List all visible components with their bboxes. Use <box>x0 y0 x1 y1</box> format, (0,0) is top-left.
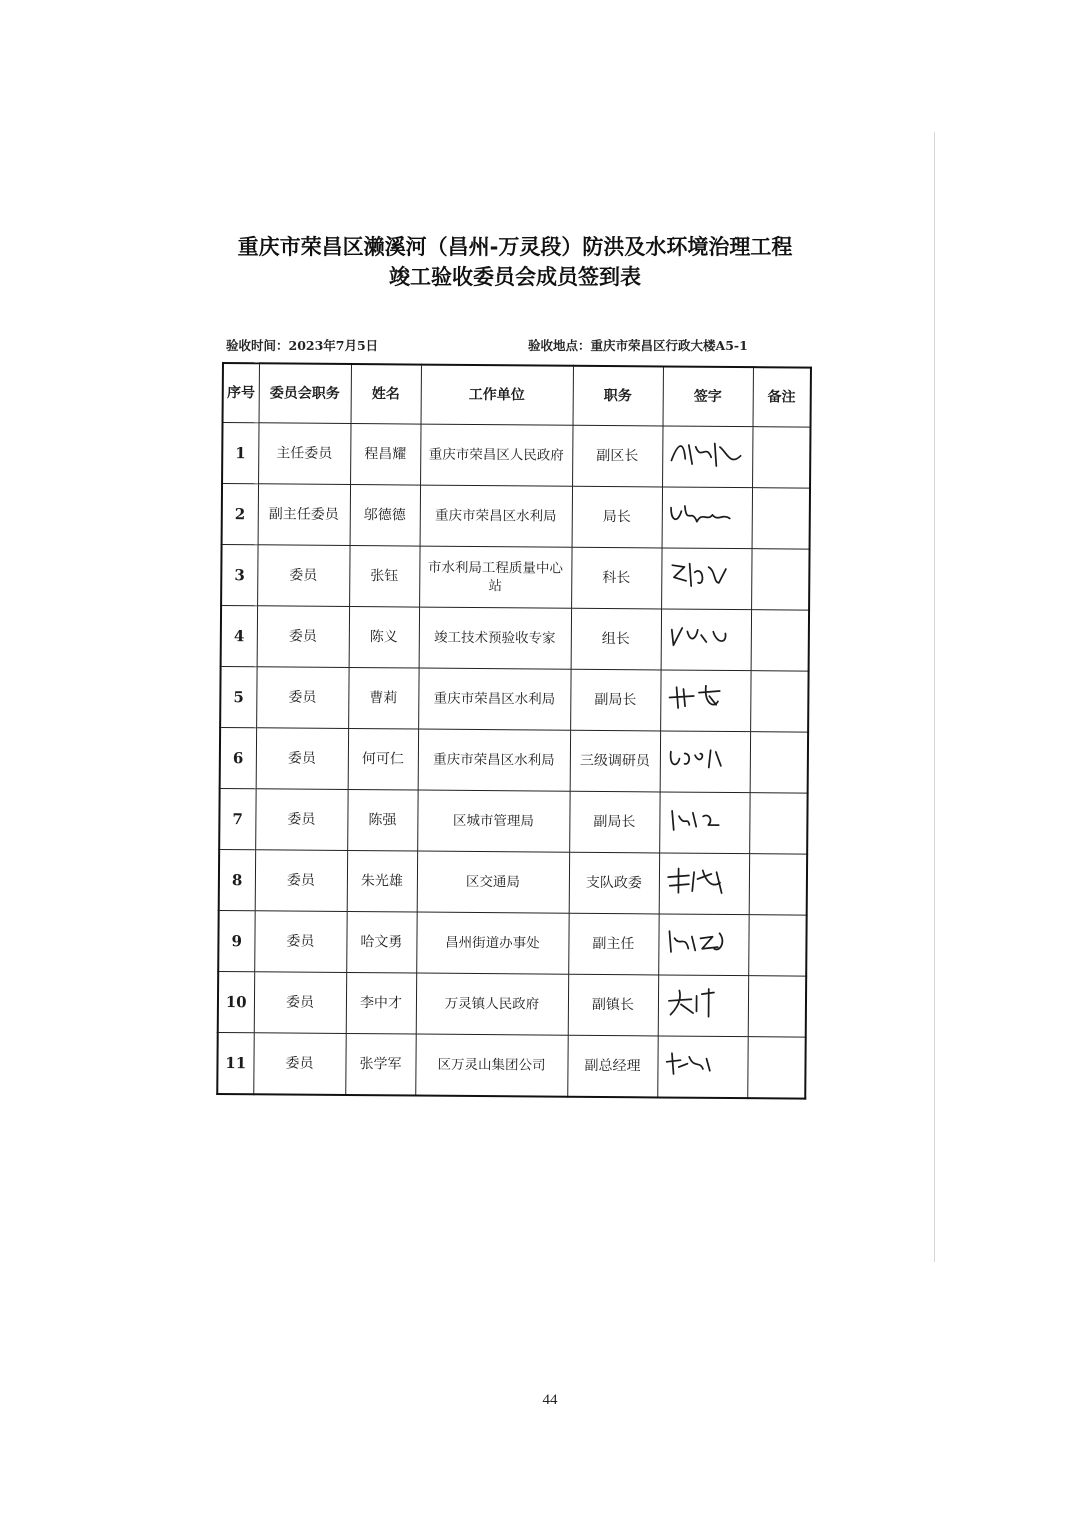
work-unit-cell: 重庆市荣昌区水利局 <box>418 729 570 791</box>
work-unit-cell: 区城市管理局 <box>417 790 569 852</box>
table-row <box>218 971 806 1037</box>
handwritten-signature-image <box>664 679 747 718</box>
acceptance-time: 验收时间：2023年7月5日 <box>226 338 379 353</box>
work-unit-cell: 重庆市荣昌区水利局 <box>418 668 570 730</box>
table-row <box>222 423 810 489</box>
table-row <box>221 606 809 672</box>
committee-role-cell: 委员 <box>256 667 348 729</box>
committee-role-cell: 委员 <box>257 545 349 607</box>
handwritten-signature-image <box>663 801 746 840</box>
signature-cell <box>661 609 751 671</box>
committee-role-cell: 主任委员 <box>258 423 350 485</box>
position-cell: 副局长 <box>570 669 660 731</box>
committee-role-cell: 委员 <box>255 789 347 851</box>
committee-role-cell: 委员 <box>254 911 346 973</box>
table-row <box>218 910 806 976</box>
committee-role-cell: 委员 <box>253 1033 345 1095</box>
handwritten-signature-image <box>662 862 745 901</box>
handwritten-signature-image <box>663 740 746 779</box>
table-row <box>220 727 808 793</box>
position-cell: 局长 <box>572 486 662 548</box>
position-cell: 支队政委 <box>569 852 659 914</box>
note-cell <box>752 427 810 488</box>
row-number-cell: 5 <box>220 666 256 727</box>
member-name-cell: 陈义 <box>349 607 419 669</box>
page-number: 44 <box>542 1392 558 1408</box>
row-number-cell: 1 <box>222 423 258 484</box>
member-name-cell: 程昌耀 <box>350 424 420 486</box>
member-name-cell: 何可仁 <box>348 729 418 791</box>
sign-in-table <box>216 362 812 1100</box>
signature-cell <box>662 426 752 488</box>
member-name-cell: 陈强 <box>347 790 417 852</box>
work-unit-cell: 竣工技术预验收专家 <box>419 607 571 669</box>
member-name-cell: 哈文勇 <box>346 911 416 973</box>
table-row <box>220 666 808 732</box>
note-cell <box>749 854 807 915</box>
signature-cell <box>660 670 750 732</box>
work-unit-cell: 昌州街道办事处 <box>416 912 568 974</box>
work-unit-cell: 区万灵山集团公司 <box>415 1034 567 1097</box>
member-name-cell: 曹莉 <box>348 668 418 730</box>
handwritten-signature-image <box>664 618 747 657</box>
position-cell: 组长 <box>571 608 661 670</box>
signature-cell <box>660 731 750 793</box>
note-cell <box>748 976 806 1037</box>
committee-role-cell: 副主任委员 <box>258 484 350 546</box>
committee-role-cell: 委员 <box>257 606 349 668</box>
note-cell <box>752 488 810 549</box>
position-cell: 三级调研员 <box>570 730 660 792</box>
handwritten-signature-image <box>661 1045 744 1084</box>
handwritten-signature-image <box>665 557 748 596</box>
row-number-cell: 3 <box>221 545 257 606</box>
header-no: 序号 <box>223 363 259 423</box>
handwritten-signature-image <box>665 496 748 535</box>
note-cell <box>749 793 807 854</box>
note-cell <box>748 915 806 976</box>
signature-cell <box>657 1036 747 1098</box>
table-row <box>217 1032 805 1098</box>
note-cell <box>751 610 809 671</box>
work-unit-cell: 重庆市荣昌区水利局 <box>420 485 572 547</box>
header-post: 职务 <box>573 366 663 426</box>
row-number-cell: 4 <box>221 606 257 667</box>
position-cell: 副主任 <box>568 913 658 975</box>
work-unit-cell: 重庆市荣昌区人民政府 <box>420 424 572 486</box>
row-number-cell: 11 <box>217 1032 253 1094</box>
note-cell <box>747 1037 805 1099</box>
row-number-cell: 8 <box>219 849 255 910</box>
work-unit-cell: 万灵镇人民政府 <box>416 973 568 1035</box>
table-row <box>222 484 810 550</box>
header-unit: 工作单位 <box>421 365 573 426</box>
handwritten-signature-image <box>666 435 749 474</box>
header-role: 委员会职务 <box>259 363 351 423</box>
table-row <box>219 788 807 854</box>
position-cell: 副区长 <box>572 425 662 487</box>
title-line-2: 竣工验收委员会成员签到表 <box>389 265 641 289</box>
committee-role-cell: 委员 <box>255 850 347 912</box>
table-row <box>219 849 807 915</box>
row-number-cell: 9 <box>218 910 254 971</box>
row-number-cell: 10 <box>218 971 254 1032</box>
row-number-cell: 6 <box>220 727 256 788</box>
member-name-cell: 邬德德 <box>350 485 420 547</box>
signature-cell <box>658 914 748 976</box>
note-cell <box>750 671 808 732</box>
acceptance-place: 验收地点：重庆市荣昌区行政大楼A5-1 <box>528 338 748 353</box>
signature-cell <box>659 792 749 854</box>
signature-cell <box>662 487 752 549</box>
committee-role-cell: 委员 <box>254 972 346 1034</box>
title-line-1: 重庆市荣昌区濑溪河（昌州-万灵段）防洪及水环境治理工程 <box>237 235 793 259</box>
member-name-cell: 李中才 <box>346 972 416 1034</box>
committee-role-cell: 委员 <box>256 728 348 790</box>
note-cell <box>751 549 809 610</box>
row-number-cell: 7 <box>219 788 255 849</box>
table-header-row <box>223 363 811 427</box>
header-name: 姓名 <box>351 364 421 424</box>
position-cell: 科长 <box>571 547 661 609</box>
row-number-cell: 2 <box>222 484 258 545</box>
signature-cell <box>661 548 751 610</box>
member-name-cell: 张学军 <box>345 1033 415 1095</box>
member-name-cell: 朱光雄 <box>347 850 417 912</box>
signature-cell <box>658 975 748 1037</box>
note-cell <box>750 732 808 793</box>
position-cell: 副局长 <box>569 791 659 853</box>
sign-in-table-wrapper <box>216 362 810 1100</box>
handwritten-signature-image <box>661 984 744 1023</box>
header-note: 备注 <box>753 367 811 427</box>
work-unit-cell: 市水利局工程质量中心站 <box>419 546 571 608</box>
work-unit-cell: 区交通局 <box>417 851 569 913</box>
position-cell: 副总经理 <box>567 1035 657 1097</box>
table-row <box>221 545 809 611</box>
member-name-cell: 张钰 <box>349 546 419 608</box>
signature-cell <box>659 853 749 915</box>
document-title <box>0 232 1030 292</box>
position-cell: 副镇长 <box>568 974 658 1036</box>
scan-edge-line <box>934 132 935 1262</box>
handwritten-signature-image <box>662 923 745 962</box>
header-signature: 签字 <box>663 366 753 426</box>
